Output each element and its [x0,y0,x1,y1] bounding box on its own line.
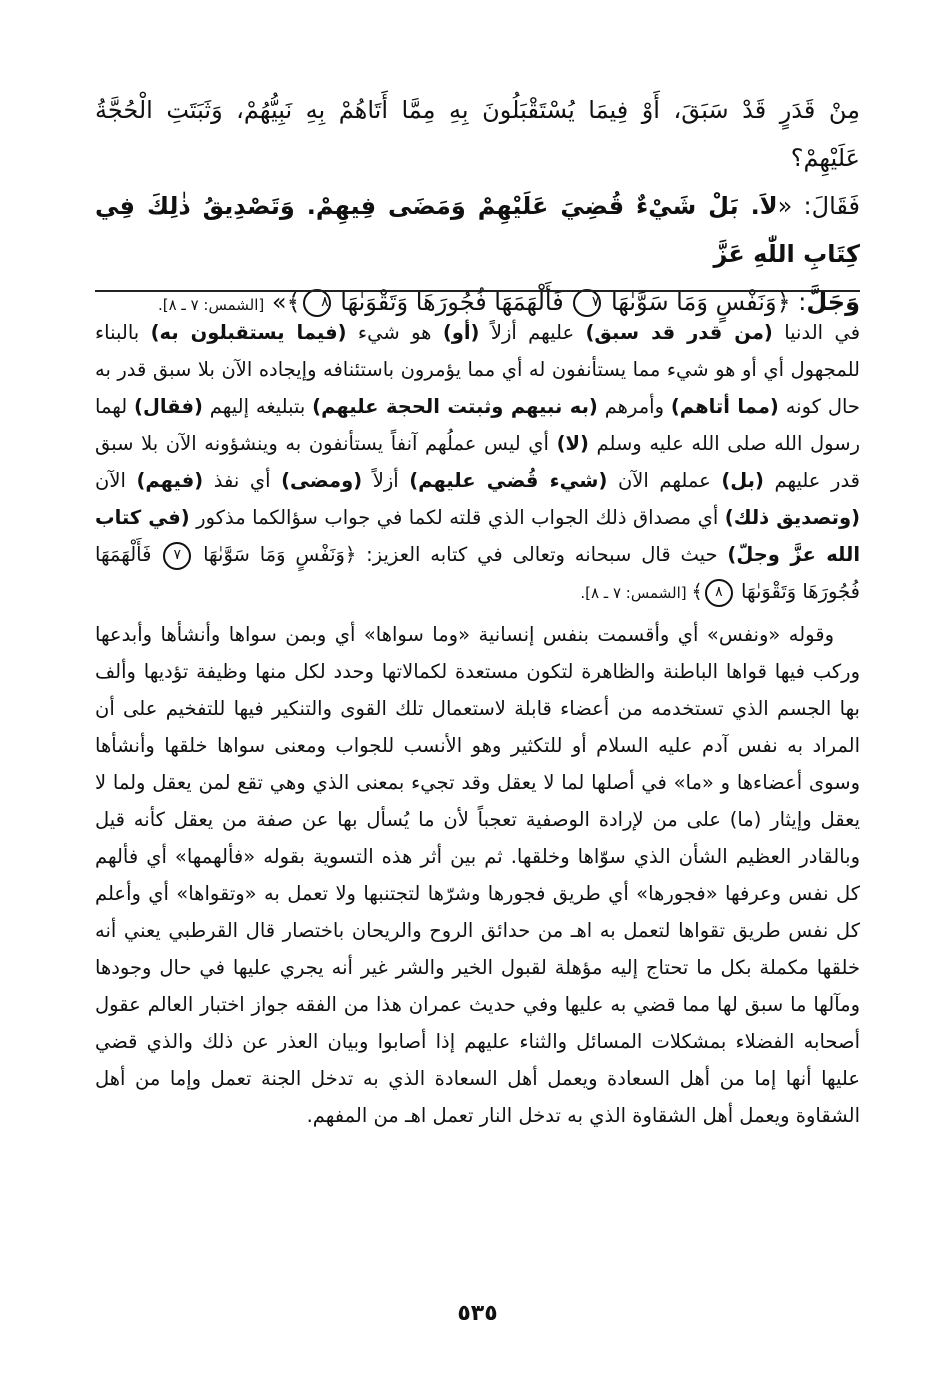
hadith-line-1: مِنْ قَدَرٍ قَدْ سَبَقَ، أَوْ فِيمَا يُسْتَقْبَلُونَ بِهِ مِمَّا أَتَاهُمْ بِهِ نَبِيُّهُمْ، وَثَبَتَتِ الْحُجَّةُ عَلَيْهِمْ؟ [95,96,860,172]
prophet-answer: لاَ. بَلْ شَيْءٌ قُضِيَ عَلَيْهِمْ وَمَضَى فِيهِمْ. وَتَصْدِيقُ ذٰلِكَ فِي كِتَابِ اللّٰهِ عَزَّ [95,192,860,268]
ayah-number-marker: ٨ [705,579,733,607]
footnote-divider [95,290,860,292]
commentary [95,314,860,1138]
page-number: ٥٣٥ [457,1301,498,1326]
book-page [95,86,860,1366]
ayah-number-marker: ٧ [573,289,601,317]
ayah-number-marker: ٨ [303,289,331,317]
quran-quote: ﴿وَنَفْسٍ وَمَا سَوَّىٰهَا [203,543,357,566]
hadith-line-2: فَقَالَ: «لاَ. بَلْ شَيْءٌ قُضِيَ عَلَيْهِمْ وَمَضَى فِيهِمْ. وَتَصْدِيقُ ذٰلِكَ فِي كِتَابِ اللّٰهِ عَزَّ [95,192,860,268]
hadith-text [95,86,860,329]
ayah-number-marker: ٧ [163,542,191,570]
commentary-paragraph-2: وقوله «ونفس» أي وأقسمت بنفس إنسانية «وما سواها» أي وبمن سواها وأنشأها وأبدعها وركب فيها قواها الباطنة والظاهرة لتكون مستعدة لكمالاتها وحدد لكل منها وظيفة تؤديها وألف بها الجسم الذي تستخدمه من أعضاء قابلة لاستعمال تلك القوى والتنكير فيها للتفخيم على أن المراد به نفس آدم عليه السلام أو للتكثير وهو الأنسب للجواب ومعنى سواها خلقها وأنشأها وسوى أعضاءها و «ما» في أصلها لما لا يعقل وقد تجيء بمعنى الذي وهي تقع لمن يعقل ولما لا يعقل وإيثار (ما) على من لإرادة الوصفية تعجباً لأن ما يُسأل بها عن صفة من يعقل كأنه قيل وبالقادر العظيم الشأن الذي سوّاها وخلقها. ثم بين أثر هذه التسوية بقوله «فألهمها» أي فألهم كل نفس وعرفها «فجورها» أي طريق فجورها وشرّها لتجتنبها ولا تعمل به «وتقواها» أي وأعلم كل نفس طريق تقواها لتعمل به اهـ من حدائق الروح والريحان باختصار قال القرطبي يعني أنه خلقها مكملة بكل ما تحتاج إليه مؤهلة لقبول الخير والشر غير أنه يجري عليها في حال وجودها ومآلها ما سبق لها مما قضي به عليها وفي حديث عمران هذا من الفقه جواز اختبار العالم عقول أصحابه الفضلاء بمشكلات المسائل والثناء عليهم إذا أصابوا وبيان العذر عن ذلك والذي قضي عليها أنها إما من أهل السعادة ويعمل أهل السعادة الذي به تدخل الجنة تعمل وإما من أهل الشقاوة ويعمل أهل الشقاوة الذي به تدخل النار تعمل اهـ من المفهم. [95,623,860,1127]
commentary-paragraph-1: في الدنيا (من قدر قد سبق) عليهم أزلاً (أو) هو شيء (فيما يستقبلون به) بالبناء للمجهول أي أو هو شيء مما يستأنفون له أي مما يؤمرون باستئنافه وإيجاده الآن بلا سبق قدر به حال كونه (مما أتاهم) وأمرهم (به نبيهم وثبتت الحجة عليهم) بتبليغه إليهم (فقال) لهما رسول الله صلى الله عليه وسلم (لا) أي ليس عملُهم آنفاً يستأنفون به وينشؤونه الآن بلا سبق قدر عليهم (بل) عملهم الآن (شيء قُضي عليهم) أزلاً (ومضى) أي نفذ (فيهم) الآن (وتصديق ذلك) أي مصداق ذلك الجواب الذي قلته لكما في جواب سؤالكما مذكور (في كتاب الله عزَّ وجلّ) حيث قال سبحانه وتعالى في كتابه العزيز: ﴿وَنَفْسٍ وَمَا سَوَّىٰهَا ٧ فَأَلْهَمَهَا فُجُورَهَا وَتَقْوَىٰهَا ٨﴾ [الشمس: ٧ ـ ٨]. [95,314,860,612]
quran-reference: [الشمس: ٧ ـ ٨]. [157,296,265,314]
quran-reference: [الشمس: ٧ ـ ٨]. [580,584,692,602]
hadith-line-3: وَجَلَّ: ﴿وَنَفْسٍ وَمَا سَوَّىٰهَا ٧ فَأَلْهَمَهَا فُجُورَهَا وَتَقْوَىٰهَا ٨﴾» [الشمس: ٧ ـ ٨]. [157,288,860,316]
